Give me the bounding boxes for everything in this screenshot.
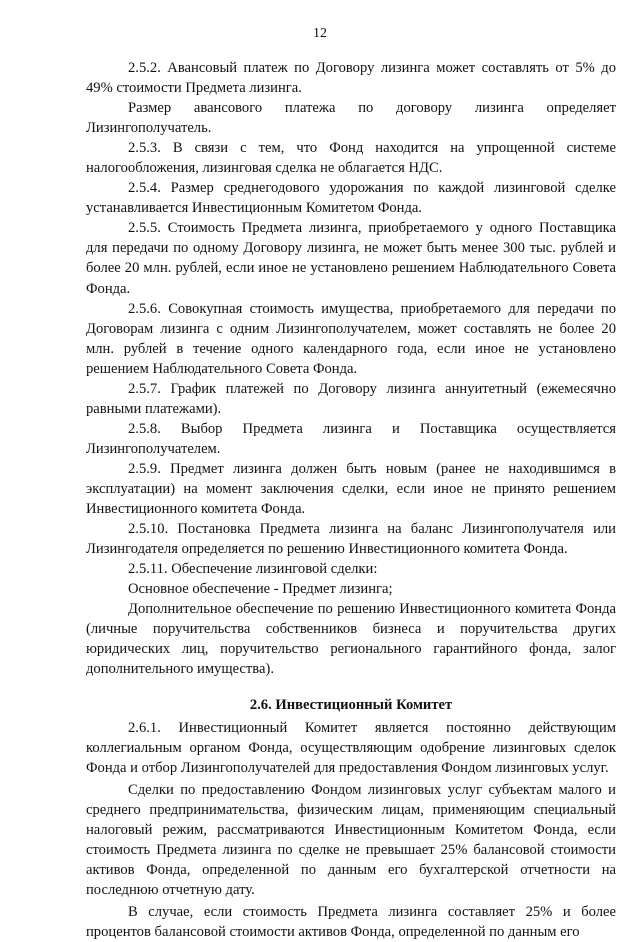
paragraph-in-case: В случае, если стоимость Предмета лизинга составляет 25% и более процентов балансовой стоимости активов Фонда, определенной по данным его xyxy=(86,903,616,940)
paragraph-advance-size: Размер авансового платежа по договору лизинга определяет Лизингополучатель. xyxy=(86,100,616,137)
section-heading-2-6: 2.6. Инвестиционный Комитет xyxy=(249,697,453,714)
paragraph-main-security: Основное обеспечение - Предмет лизинга; xyxy=(128,581,393,598)
paragraph-2-5-2: 2.5.2. Авансовый платеж по Договору лизинга может составлять от 5% до 49% стоимости Предмета лизинга. xyxy=(86,60,616,97)
page-number: 12 xyxy=(313,26,327,41)
paragraph-2-5-3: 2.5.3. В связи с тем, что Фонд находится на упрощенной системе налогообложения, лизинговая сделка не облагается НДС. xyxy=(86,140,616,177)
paragraph-2-5-6: 2.5.6. Совокупная стоимость имущества, приобретаемого для передачи по Договорам лизинга с одним Лизингополучателем, может составлять не более 20 млн. рублей в течение одного календарного года, если иное не установлено решением Наблюдательного Совета Фонда. xyxy=(86,300,616,377)
paragraph-2-5-10: 2.5.10. Постановка Предмета лизинга на баланс Лизингополучателя или Лизингодателя определяется по решению Инвестиционного комитета Фонда. xyxy=(86,521,616,558)
paragraph-2-5-9: 2.5.9. Предмет лизинга должен быть новым (ранее не находившимся в эксплуатации) на момент заключения сделки, если иное не принято решением Инвестиционного комитета Фонда. xyxy=(86,460,616,518)
paragraph-2-5-8: 2.5.8. Выбор Предмета лизинга и Поставщика осуществляется Лизингополучателем. xyxy=(86,420,616,457)
paragraph-leasing-deals: Сделки по предоставлению Фондом лизинговых услуг субъектам малого и среднего предпринимательства, физическим лицам, применяющим специальный налоговый режим, рассматриваются Инвестиционным Комитетом Фонда, если стоимость Предмета лизинга по сделке не превышает 25% балансовой стоимости активов Фонда, определенной по данным его бухгалтерской отчетности на последнюю отчетную дату. xyxy=(86,781,616,898)
paragraph-2-5-5: 2.5.5. Стоимость Предмета лизинга, приобретаемого у одного Поставщика для передачи по одному Договору лизинга, не может быть менее 300 тыс. рублей и более 20 млн. рублей, если иное не установлено решением Наблюдательного Совета Фонда. xyxy=(86,220,616,297)
paragraph-2-5-4: 2.5.4. Размер среднегодового удорожания по каждой лизинговой сделке устанавливается Инвестиционным Комитетом Фонда. xyxy=(86,180,616,217)
paragraph-2-6-1: 2.6.1. Инвестиционный Комитет является постоянно действующим коллегиальным органом Фонда, осуществляющим одобрение лизинговых сделок Фонда и отбор Лизингополучателей для предоставления Фондом лизинговых услуг. xyxy=(86,719,616,776)
paragraph-additional-security: Дополнительное обеспечение по решению Инвестиционного комитета Фонда (личные поручительства собственников бизнеса и поручительства других юридических лиц, поручительство регионального гарантийного фонда, залог дополнительного имущества). xyxy=(86,601,616,678)
paragraph-2-5-7: 2.5.7. График платежей по Договору лизинга аннуитетный (ежемесячно равными платежами). xyxy=(86,380,616,417)
paragraph-2-5-11: 2.5.11. Обеспечение лизинговой сделки: xyxy=(128,561,378,578)
document-body xyxy=(86,58,616,942)
